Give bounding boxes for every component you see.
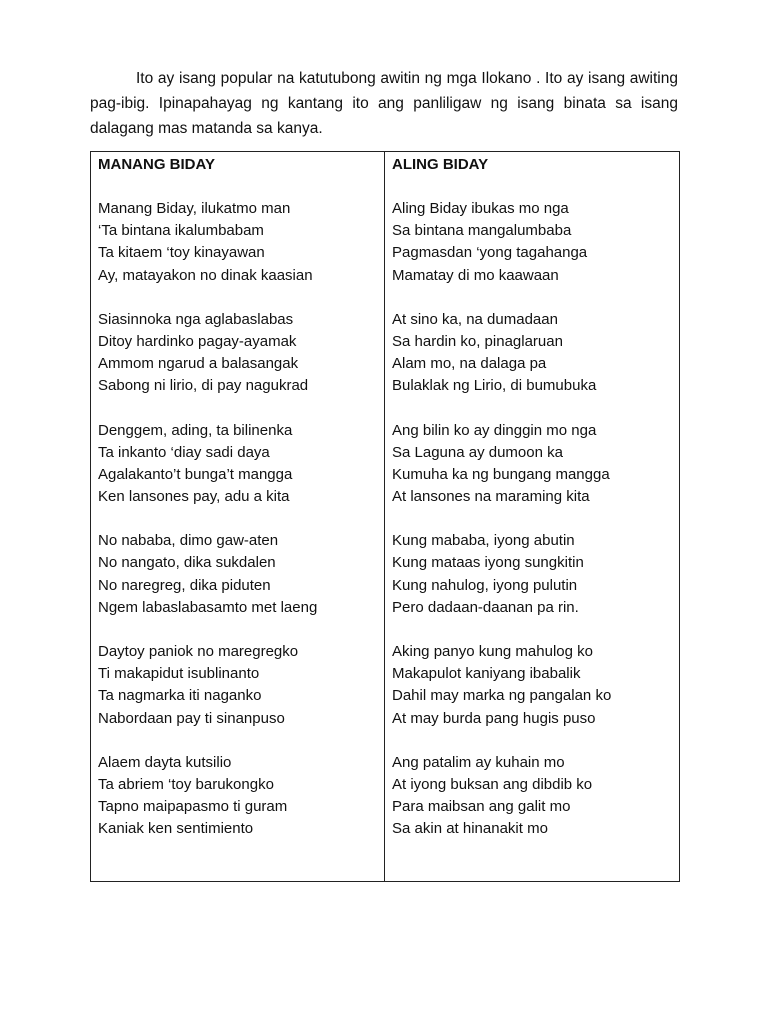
lyric-line: Para maibsan ang galit mo — [392, 798, 571, 816]
left-stanza — [98, 198, 384, 287]
lyric-line: Aking panyo kung mahulog ko — [392, 643, 593, 660]
lyric-line: At may burda pang hugis puso — [392, 709, 596, 727]
table-row — [91, 152, 680, 882]
lyric-line: Mamatay di mo kaawaan — [392, 266, 559, 284]
lyric-line: Sa bintana mangalumbaba — [392, 222, 572, 240]
right-stanza — [392, 198, 679, 287]
lyric-line: Ta abriem ‘toy barukongko — [98, 775, 274, 793]
intro-paragraph: Ito ay isang popular na katutubong awitin ng mga Ilokano . Ito ay isang awiting pag-ibig. Ipinapahayag ng kantang ito ang panliligaw ng isang binata sa isang dalagang mas matanda sa kanya. — [90, 70, 678, 137]
lyric-line: Ang patalim ay kuhain mo — [392, 753, 565, 771]
column-title-manang-biday: MANANG BIDAY — [98, 156, 215, 173]
lyric-line: Aling Biday ibukas mo nga — [392, 200, 569, 217]
lyric-line: Kung nahulog, iyong pulutin — [392, 576, 578, 594]
lyric-line: Sa akin at hinanakit mo — [392, 820, 548, 838]
lyric-line: Ammom ngarud a balasangak — [98, 355, 299, 373]
lyric-line: No nababa, dimo gaw-aten — [98, 532, 279, 550]
lyric-line: Ay, matayakon no dinak kaasian — [98, 266, 313, 284]
lyric-line: Denggem, ading, ta bilinenka — [98, 421, 293, 439]
lyric-line: Ang bilin ko ay dinggin mo nga — [392, 421, 597, 439]
right-stanza — [392, 530, 679, 619]
lyric-line: Ta inkanto ‘diay sadi daya — [98, 443, 270, 461]
lyric-line: ‘Ta bintana ikalumbabam — [98, 222, 264, 240]
lyric-line: Kumuha ka ng bungang mangga — [392, 465, 610, 483]
lyric-line: At sino ka, na dumadaan — [392, 310, 558, 328]
lyric-line: Makapulot kaniyang ibabalik — [392, 665, 581, 683]
lyric-line: Siasinnoka nga aglabaslabas — [98, 310, 294, 328]
lyric-line: No naregreg, dika piduten — [98, 576, 271, 594]
right-stanza — [392, 641, 679, 730]
lyric-line: Ti makapidut isublinanto — [98, 665, 260, 683]
tagalog-column — [385, 152, 680, 882]
lyric-line: At iyong buksan ang dibdib ko — [392, 775, 593, 793]
right-stanza — [392, 420, 679, 509]
lyric-line: Tapno maipapasmo ti guram — [98, 798, 288, 816]
lyric-line: Nabordaan pay ti sinanpuso — [98, 709, 285, 727]
lyric-line: Ta nagmarka iti naganko — [98, 687, 262, 705]
lyric-line: Pagmasdan ‘yong tagahanga — [392, 244, 588, 262]
lyric-line: Sa Laguna ay dumoon ka — [392, 443, 563, 461]
right-stanza — [392, 752, 679, 841]
lyric-line: Kaniak ken sentimiento — [98, 820, 254, 838]
column-title-aling-biday: ALING BIDAY — [392, 156, 489, 173]
lyric-line: Manang Biday, ilukatmo man — [98, 200, 291, 217]
lyric-line: Alam mo, na dalaga pa — [392, 355, 547, 373]
lyric-line: Agalakanto’t bunga’t mangga — [98, 465, 293, 483]
left-stanza — [98, 309, 384, 398]
lyric-line: Ditoy hardinko pagay-ayamak — [98, 332, 297, 350]
left-stanza — [98, 530, 384, 619]
ilokano-column — [91, 152, 385, 882]
song-comparison-table — [90, 151, 680, 882]
lyric-line: Sabong ni lirio, di pay nagukrad — [98, 377, 309, 395]
lyric-line: Pero dadaan-daanan pa rin. — [392, 598, 579, 616]
lyric-line: Ngem labaslabasamto met laeng — [98, 598, 318, 616]
right-stanza — [392, 309, 679, 398]
lyric-line: Kung mababa, iyong abutin — [392, 532, 575, 550]
lyric-line: Bulaklak ng Lirio, di bumubuka — [392, 377, 597, 395]
lyric-line: Sa hardin ko, pinaglaruan — [392, 332, 563, 350]
lyric-line: No nangato, dika sukdalen — [98, 554, 276, 572]
lyric-line: Ta kitaem ‘toy kinayawan — [98, 244, 265, 262]
lyric-line: Kung mataas iyong sungkitin — [392, 554, 584, 572]
lyric-line: At lansones na maraming kita — [392, 488, 590, 506]
lyric-line: Dahil may marka ng pangalan ko — [392, 687, 612, 705]
lyric-line: Alaem dayta kutsilio — [98, 753, 232, 771]
lyric-line: Ken lansones pay, adu a kita — [98, 488, 290, 506]
left-stanza — [98, 420, 384, 509]
left-stanza — [98, 752, 384, 841]
lyric-line: Daytoy paniok no maregregko — [98, 643, 299, 660]
left-stanza — [98, 641, 384, 730]
